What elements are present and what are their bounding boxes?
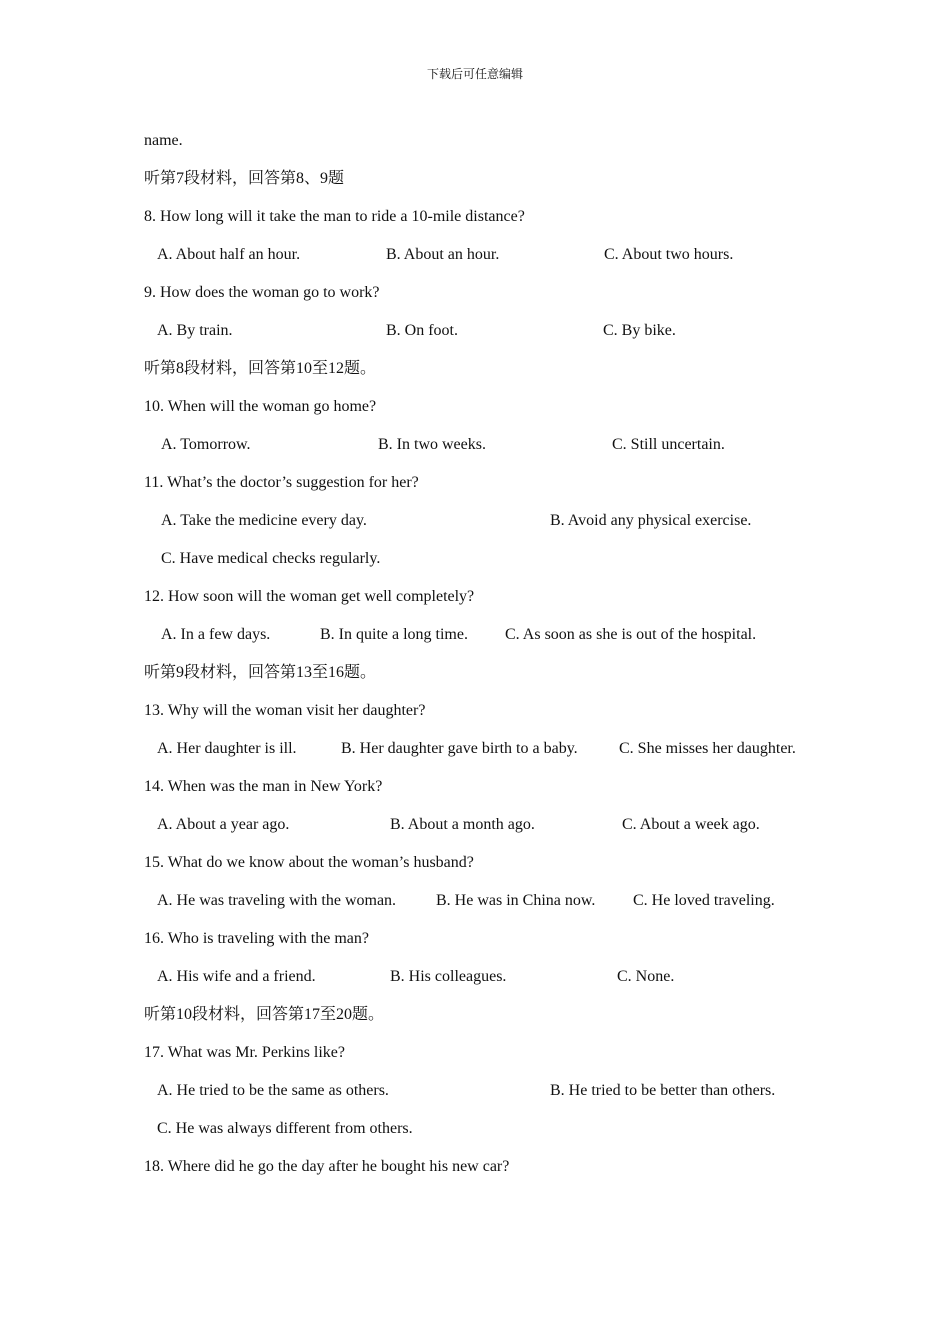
page-header: 下载后可任意编辑 (426, 67, 523, 81)
option-a: A. Her daughter is ill. (157, 740, 297, 757)
question-text: 8. How long will it take the man to ride a 10-mile distance? (144, 208, 525, 225)
option-b: B. He tried to be better than others. (550, 1082, 776, 1099)
option-a: A. He tried to be the same as others. (157, 1082, 389, 1099)
option-c: C. About two hours. (604, 246, 734, 263)
option-b: B. In quite a long time. (320, 626, 468, 643)
option-c: C. He was always different from others. (157, 1120, 413, 1137)
option-a: A. About half an hour. (157, 246, 301, 263)
option-b: B. About a month ago. (390, 816, 535, 833)
option-a: A. About a year ago. (157, 816, 290, 833)
question-text: 17. What was Mr. Perkins like? (144, 1044, 346, 1061)
option-c: C. She misses her daughter. (619, 740, 796, 757)
line-text: name. (144, 132, 183, 149)
option-c: C. By bike. (603, 322, 676, 339)
option-c: C. As soon as she is out of the hospital. (505, 626, 757, 643)
option-a: A. His wife and a friend. (157, 968, 316, 985)
option-a: A. He was traveling with the woman. (157, 892, 397, 909)
section-heading-text: 听第7段材料，回答第8、9题 (144, 170, 345, 187)
question-text: 9. How does the woman go to work? (144, 284, 380, 301)
question-text: 15. What do we know about the woman’s husband? (144, 854, 474, 871)
question-text: 10. When will the woman go home? (144, 398, 377, 415)
question-text: 14. When was the man in New York? (144, 778, 383, 795)
question-text: 12. How soon will the woman get well completely? (144, 588, 475, 605)
option-b: B. About an hour. (386, 246, 500, 263)
option-b: B. His colleagues. (390, 968, 507, 985)
section-heading-text: 听第8段材料，回答第10至12题。 (144, 360, 377, 377)
option-b: B. Avoid any physical exercise. (550, 512, 752, 529)
option-c: C. Have medical checks regularly. (161, 550, 381, 567)
option-c: C. About a week ago. (622, 816, 760, 833)
option-b: B. He was in China now. (436, 892, 596, 909)
option-c: C. He loved traveling. (633, 892, 775, 909)
option-c: C. None. (617, 968, 675, 985)
option-b: B. Her daughter gave birth to a baby. (341, 740, 578, 757)
option-b: B. In two weeks. (378, 436, 486, 453)
option-a: A. Take the medicine every day. (161, 512, 367, 529)
option-b: B. On foot. (386, 322, 458, 339)
question-text: 11. What’s the doctor’s suggestion for her? (144, 474, 419, 491)
section-heading-text: 听第9段材料，回答第13至16题。 (144, 664, 377, 681)
section-heading-text: 听第10段材料，回答第17至20题。 (144, 1006, 385, 1023)
option-a: A. By train. (157, 322, 233, 339)
question-text: 16. Who is traveling with the man? (144, 930, 369, 947)
question-text: 13. Why will the woman visit her daughter? (144, 702, 426, 719)
option-a: A. In a few days. (161, 626, 271, 643)
question-text: 18. Where did he go the day after he bought his new car? (144, 1158, 510, 1175)
option-c: C. Still uncertain. (612, 436, 725, 453)
option-a: A. Tomorrow. (161, 436, 251, 453)
